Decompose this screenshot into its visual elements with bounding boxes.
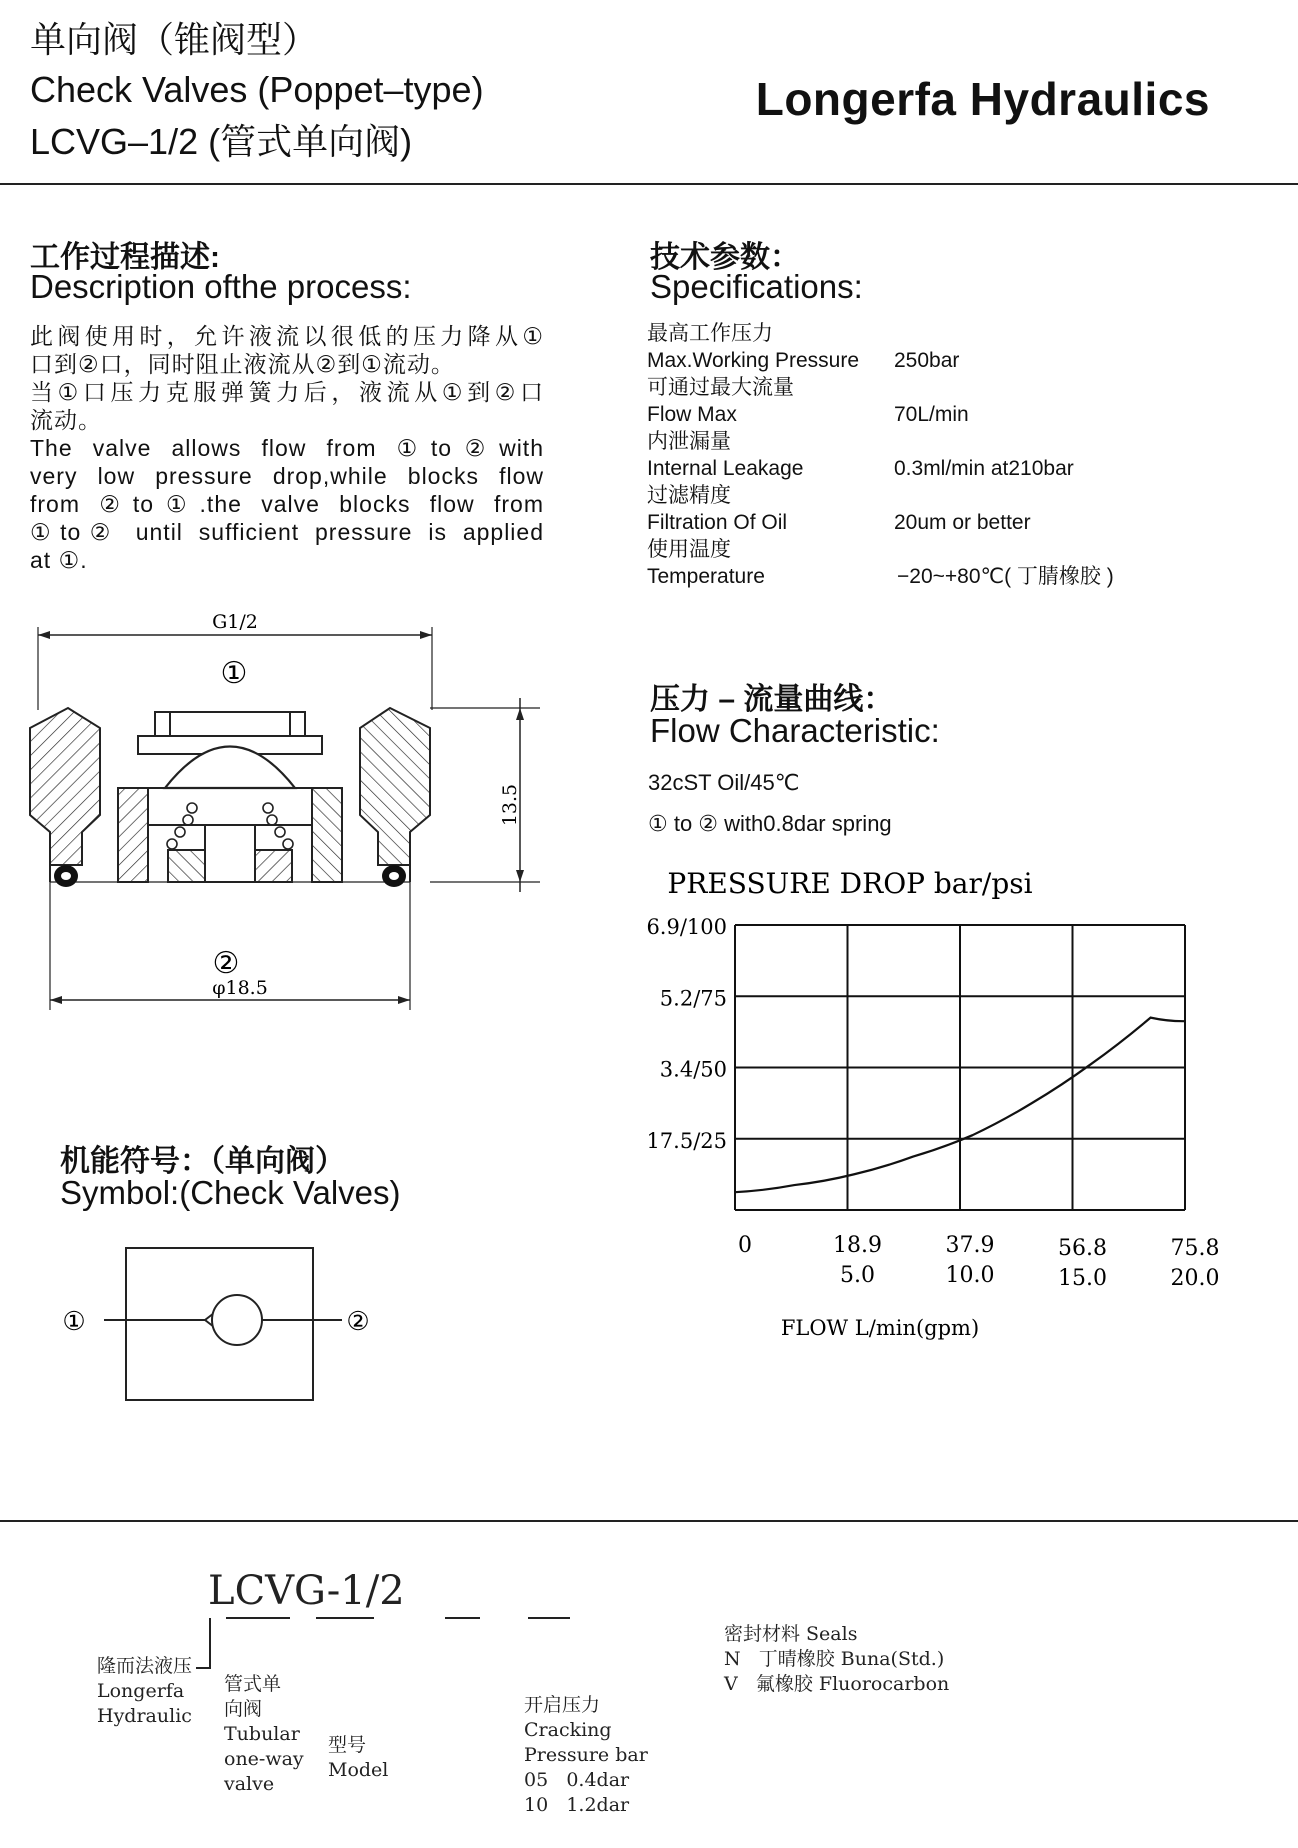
description-cn-line: 此阀使用时，允许液流以很低的压力降从① <box>30 323 544 349</box>
port-2-label: ② <box>212 946 240 981</box>
description-en-line: from ②to①.the valve blocks flow from <box>30 491 544 517</box>
ordering-type-en: one-way <box>224 1748 304 1770</box>
flow-heading-en: Flow Characteristic: <box>650 712 940 749</box>
specs-heading-en: Specifications: <box>650 268 863 305</box>
spec-label-cn: 最高工作压力 <box>647 322 773 345</box>
chart-x-tick-label-gpm: 5.0 <box>840 1263 875 1288</box>
ordering-cracking-option: 10 1.2dar <box>524 1794 630 1816</box>
spec-label-cn: 过滤精度 <box>647 484 731 507</box>
specs-list <box>647 320 1247 590</box>
ordering-brand-cn: 隆而法液压 <box>97 1655 193 1677</box>
description-en-line: very low pressure drop,while blocks flow <box>30 463 544 489</box>
description-en-line: ①to② until sufficient pressure is applied <box>30 519 544 545</box>
spec-label-en: Filtration Of Oil <box>647 511 788 534</box>
dimension-thread-label: G1/2 <box>212 611 258 633</box>
ordering-cracking-cn: 开启压力 <box>524 1694 601 1716</box>
spec-label-en: Temperature <box>647 565 765 588</box>
description-en-line: at ①. <box>30 547 88 573</box>
brand-name: Longerfa Hydraulics <box>755 73 1210 125</box>
description-text <box>30 322 544 574</box>
dimension-diameter-label: φ18.5 <box>212 977 268 999</box>
spec-label-cn: 使用温度 <box>647 538 731 561</box>
chart-y-ticks <box>646 915 727 1153</box>
ordering-type-cn: 管式单 <box>224 1673 282 1695</box>
description-heading-en: Description ofthe process: <box>30 268 412 305</box>
description-cn-line: 流动。 <box>30 407 102 433</box>
header-divider <box>0 183 1298 185</box>
chart-y-tick-label: 6.9/100 <box>646 915 727 939</box>
check-valve-symbol <box>50 1240 390 1410</box>
symbol-port-right: ② <box>346 1307 370 1337</box>
chart-x-tick-label-gpm: 20.0 <box>1170 1266 1220 1291</box>
chart-x-tick-label: 56.8 <box>1058 1236 1107 1261</box>
chart-x-tick-label: 37.9 <box>945 1233 995 1258</box>
flow-chart <box>640 860 1240 1340</box>
ordering-model-en: Model <box>328 1759 389 1781</box>
description-cn-line: 当①口压力克服弹簧力后，液流从①到②口 <box>30 379 544 405</box>
ball-icon <box>212 1295 262 1345</box>
poppet <box>165 747 295 789</box>
valve-section-drawing <box>20 610 560 1060</box>
spec-value: 250bar <box>894 349 960 372</box>
symbol-heading-en: Symbol:(Check Valves) <box>60 1174 401 1211</box>
ordering-type-en: valve <box>224 1773 275 1795</box>
symbol-heading-cn: 机能符号：（单向阀） <box>60 1145 345 1178</box>
chart-x-tick-label: 75.8 <box>1170 1236 1220 1261</box>
spec-value: 0.3ml/min at210bar <box>894 457 1074 480</box>
chart-title: PRESSURE DROP bar/psi <box>667 867 1033 900</box>
title-cn: 单向阀（锥阀型） <box>30 19 319 60</box>
flow-oil-condition: 32cST Oil/45℃ <box>648 770 800 795</box>
ordering-cracking-en: Cracking <box>524 1719 612 1741</box>
title-en: Check Valves (Poppet–type) <box>30 69 484 110</box>
spec-label-en: Flow Max <box>647 403 737 426</box>
spec-value: 20um or better <box>894 511 1031 534</box>
spec-label-en: Max.Working Pressure <box>647 349 860 372</box>
spec-label-cn: 内泄漏量 <box>647 430 731 453</box>
ordering-cracking <box>524 1693 648 1818</box>
ordering-model-code: LCVG-1/2 <box>208 1568 405 1614</box>
spec-label-cn: 可通过最大流量 <box>647 376 794 399</box>
ordering-cracking-option: 05 0.4dar <box>524 1769 630 1791</box>
port-1-label: ① <box>220 656 248 691</box>
spec-label-en: Internal Leakage <box>647 457 804 480</box>
ordering-type-en: Tubular <box>224 1723 300 1745</box>
ordering-model <box>328 1733 388 1783</box>
ordering-seals-option: V 氟橡胶 Fluorocarbon <box>724 1673 950 1695</box>
ordering-brand-en: Longerfa <box>97 1680 185 1702</box>
ordering-brand <box>97 1654 192 1729</box>
ordering-type <box>224 1672 304 1797</box>
chart-y-tick-label: 17.5/25 <box>646 1128 727 1153</box>
chart-x-tick-label-gpm: 15.0 <box>1058 1266 1107 1291</box>
description-heading-cn: 工作过程描述: <box>30 241 220 274</box>
model-title: LCVG–1/2 (管式单向阀) <box>30 121 413 162</box>
ordering-divider <box>0 1520 1298 1522</box>
chart-x-ticks <box>738 1233 1219 1291</box>
chart-x-label: FLOW L/min(gpm) <box>780 1316 980 1340</box>
specs-heading-cn: 技术参数： <box>650 241 800 274</box>
ordering-seals-option: N 丁晴橡胶 Buna(Std.) <box>724 1648 945 1670</box>
spec-value: −20~+80℃( 丁腈橡胶 ) <box>897 565 1114 588</box>
ordering-seals-title: 密封材料 Seals <box>724 1623 858 1645</box>
flow-spring-condition: ① to ② with0.8dar spring <box>648 811 892 836</box>
flow-heading-cn: 压力 – 流量曲线： <box>650 683 894 716</box>
chart-grid <box>735 925 1185 1210</box>
symbol-port-left: ① <box>62 1307 86 1337</box>
ordering-cracking-en: Pressure bar <box>524 1744 648 1766</box>
chart-x-tick-label-gpm: 10.0 <box>945 1263 995 1288</box>
dimension-height-label: 13.5 <box>499 783 521 827</box>
ordering-seals <box>724 1622 949 1697</box>
ordering-brand-en: Hydraulic <box>97 1705 192 1727</box>
chart-y-tick-label: 3.4/50 <box>659 1057 727 1082</box>
description-en-line: The valve allows flow from ①to②with <box>30 435 544 461</box>
chart-x-tick-label: 18.9 <box>833 1233 882 1258</box>
description-cn-line: 口到②口，同时阻止液流从②到①流动。 <box>30 351 455 377</box>
ordering-model-cn: 型号 <box>328 1734 367 1756</box>
spec-value: 70L/min <box>894 403 969 426</box>
chart-x-tick-label: 0 <box>738 1233 752 1258</box>
chart-y-tick-label: 5.2/75 <box>659 986 727 1011</box>
ordering-type-cn: 向阀 <box>224 1698 263 1720</box>
